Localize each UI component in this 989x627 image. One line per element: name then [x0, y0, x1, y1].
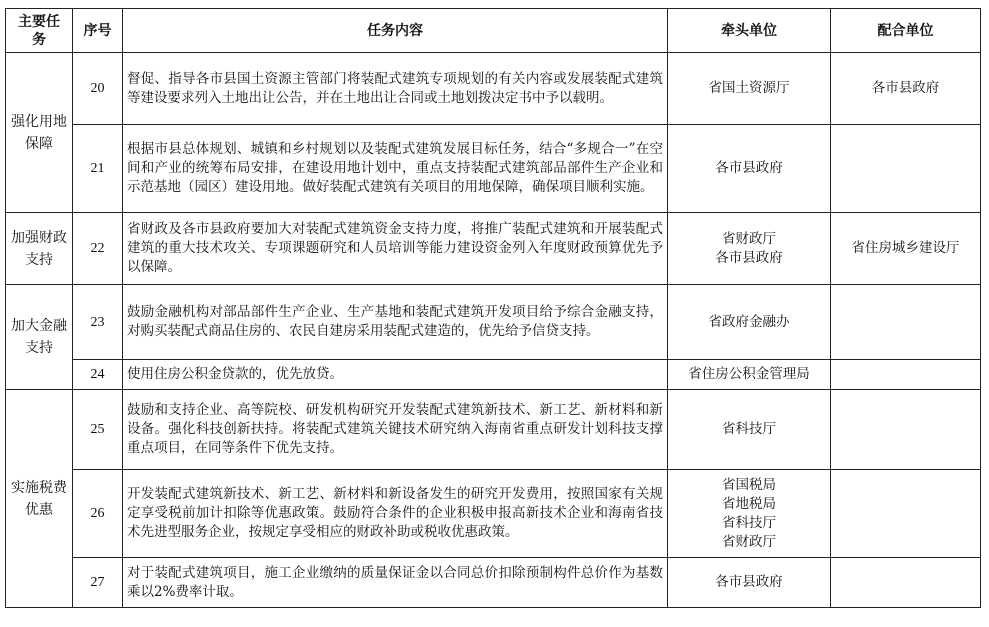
table-row: [6, 285, 981, 360]
table-row: [6, 390, 981, 470]
coop-unit: [831, 360, 981, 390]
lead-unit: 各市县政府: [668, 125, 831, 213]
task-content: 根据市县总体规划、城镇和乡村规划以及装配式建筑发展目标任务，结合“多规合一”在空间和产业的统筹布局安排，在建设用地计划中，重点支持装配式建筑部品部件生产企业和示范基地（园区）建设用地。做好装配式建筑有关项目的用地保障，确保项目顺利实施。: [123, 125, 668, 213]
header-number: 序号: [73, 9, 123, 53]
header-category: 主要任务: [6, 9, 73, 53]
table-row: [6, 125, 981, 213]
coop-unit: 省住房城乡建设厅: [831, 213, 981, 285]
task-content: 鼓励金融机构对部品部件生产企业、生产基地和装配式建筑开发项目给予综合金融支持，对购买装配式商品住房的、农民自建房采用装配式建造的，优先给予信贷支持。: [123, 285, 668, 360]
task-content: 使用住房公积金贷款的，优先放贷。: [123, 360, 668, 390]
coop-unit: [831, 558, 981, 608]
coop-unit: [831, 390, 981, 470]
lead-unit: 省财政厅 各市县政府: [668, 213, 831, 285]
task-content: 对于装配式建筑项目，施工企业缴纳的质量保证金以合同总价扣除预制构件总价作为基数乘以2%费率计取。: [123, 558, 668, 608]
task-content: 开发装配式建筑新技术、新工艺、新材料和新设备发生的研究开发费用，按照国家有关规定享受税前加计扣除等优惠政策。鼓励符合条件的企业积极申报高新技术企业和海南省技术先进型服务企业，按规定享受相应的财政补助或税收优惠政策。: [123, 470, 668, 558]
lead-unit: 省政府金融办: [668, 285, 831, 360]
lead-unit: 省住房公积金管理局: [668, 360, 831, 390]
coop-unit: [831, 125, 981, 213]
table-row: [6, 53, 981, 125]
header-content: 任务内容: [123, 9, 668, 53]
coop-unit: [831, 285, 981, 360]
row-number: 26: [73, 470, 123, 558]
lead-unit: 省科技厅: [668, 390, 831, 470]
lead-unit: 省国土资源厅: [668, 53, 831, 125]
table-row: [6, 360, 981, 390]
task-content: 督促、指导各市县国土资源主管部门将装配式建筑专项规划的有关内容或发展装配式建筑等建设要求列入土地出让公告，并在土地出让合同或土地划拨决定书中予以载明。: [123, 53, 668, 125]
task-content: 鼓励和支持企业、高等院校、研发机构研究开发装配式建筑新技术、新工艺、新材料和新设备。强化科技创新扶持。将装配式建筑关键技术研究纳入海南省重点研发计划科技支撑重点项目，在同等条件下优先支持。: [123, 390, 668, 470]
row-number: 23: [73, 285, 123, 360]
category-cell: 加大金融支持: [6, 285, 73, 390]
table-row: [6, 558, 981, 608]
table-row: [6, 470, 981, 558]
header-coop-unit: 配合单位: [831, 9, 981, 53]
row-number: 25: [73, 390, 123, 470]
task-table: [5, 8, 981, 608]
header-lead-unit: 牵头单位: [668, 9, 831, 53]
row-number: 27: [73, 558, 123, 608]
category-cell: 强化用地保障: [6, 53, 73, 213]
row-number: 24: [73, 360, 123, 390]
lead-unit: 省国税局 省地税局 省科技厅 省财政厅: [668, 470, 831, 558]
category-cell: 实施税费优惠: [6, 390, 73, 608]
header-row: [6, 9, 981, 53]
task-content: 省财政及各市县政府要加大对装配式建筑资金支持力度，将推广装配式建筑和开展装配式建筑的重大技术攻关、专项课题研究和人员培训等能力建设资金列入年度财政预算优先予以保障。: [123, 213, 668, 285]
table-row: [6, 213, 981, 285]
row-number: 21: [73, 125, 123, 213]
category-cell: 加强财政支持: [6, 213, 73, 285]
row-number: 20: [73, 53, 123, 125]
coop-unit: [831, 470, 981, 558]
coop-unit: 各市县政府: [831, 53, 981, 125]
row-number: 22: [73, 213, 123, 285]
lead-unit: 各市县政府: [668, 558, 831, 608]
